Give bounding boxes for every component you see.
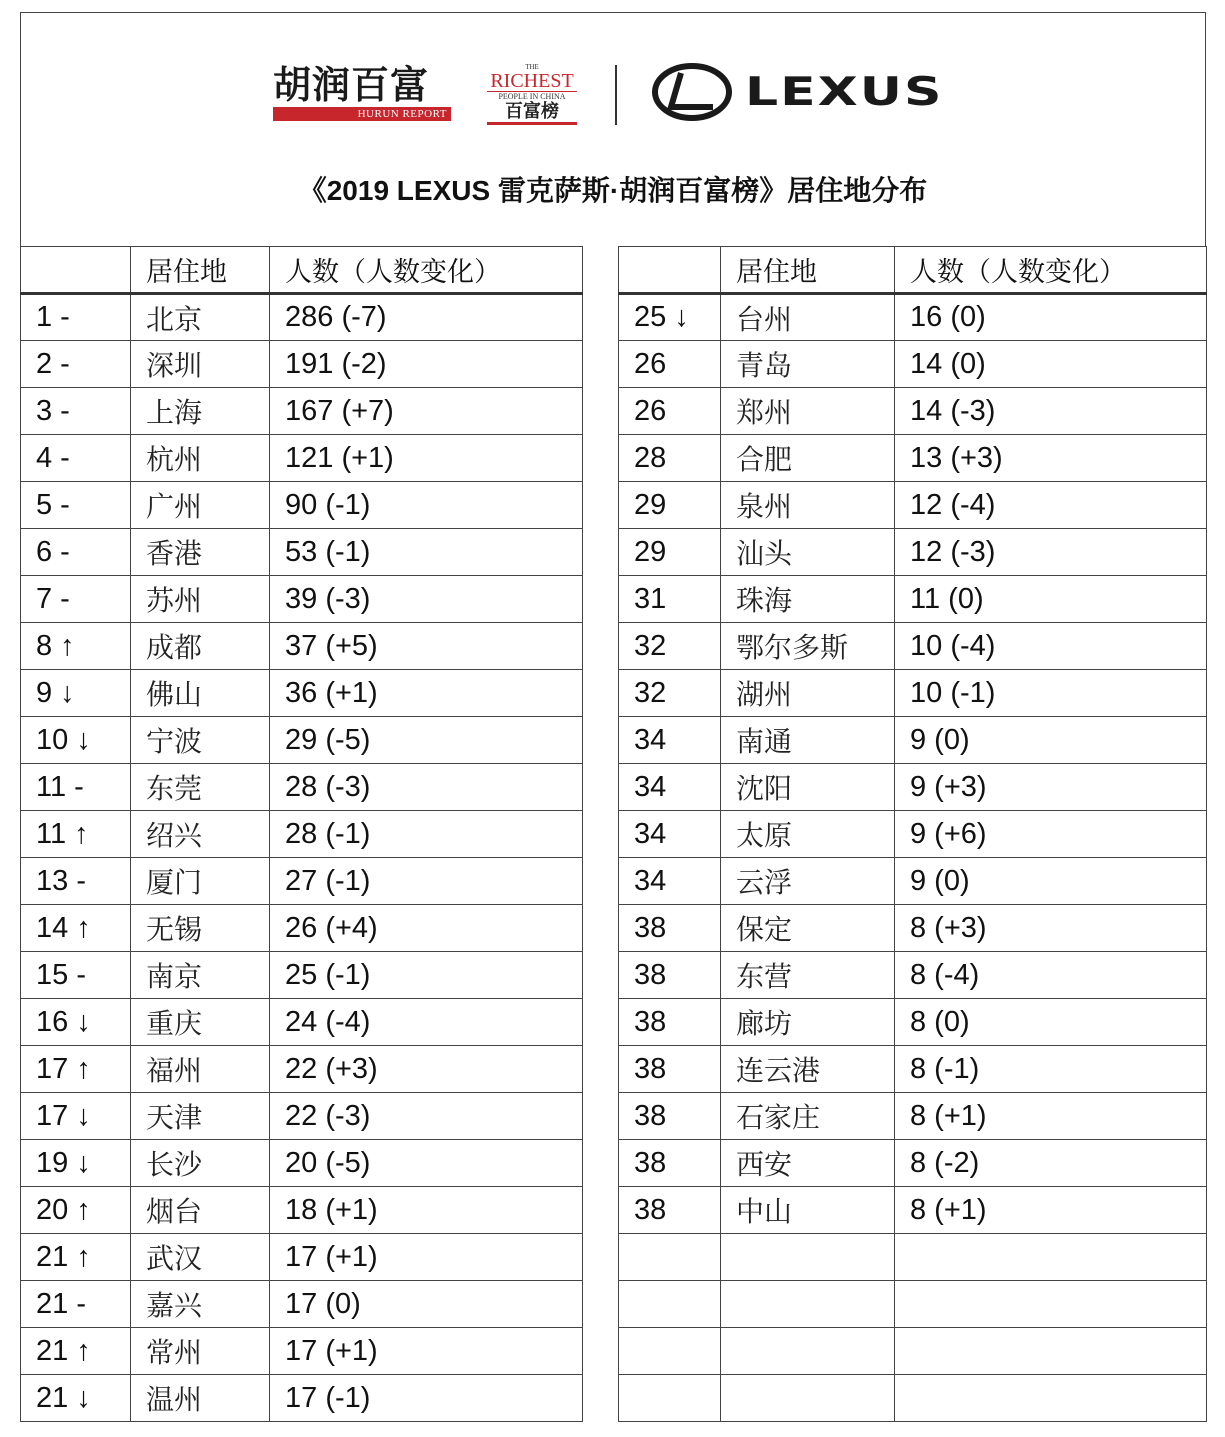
count-cell: 9 (0) bbox=[895, 858, 1207, 905]
city-cell: 连云港 bbox=[721, 1046, 895, 1093]
table-row bbox=[21, 1187, 583, 1234]
rank-cell: 15 - bbox=[21, 952, 131, 999]
count-cell: 9 (+6) bbox=[895, 811, 1207, 858]
count-cell: 90 (-1) bbox=[270, 482, 583, 529]
residence-table-right bbox=[618, 246, 1207, 1422]
city-cell: 佛山 bbox=[131, 670, 270, 717]
count-cell bbox=[895, 1375, 1207, 1422]
count-cell: 17 (0) bbox=[270, 1281, 583, 1328]
count-cell: 8 (-1) bbox=[895, 1046, 1207, 1093]
residence-table-left-body bbox=[21, 247, 583, 1422]
count-cell: 37 (+5) bbox=[270, 623, 583, 670]
city-cell: 绍兴 bbox=[131, 811, 270, 858]
rank-cell: 28 bbox=[619, 435, 721, 482]
count-cell: 16 (0) bbox=[895, 294, 1207, 341]
count-cell: 191 (-2) bbox=[270, 341, 583, 388]
city-cell: 深圳 bbox=[131, 341, 270, 388]
count-cell: 12 (-4) bbox=[895, 482, 1207, 529]
richest-logo-the: THE bbox=[525, 63, 539, 71]
rank-cell: 16 ↓ bbox=[21, 999, 131, 1046]
lexus-logo bbox=[651, 61, 943, 123]
city-cell: 嘉兴 bbox=[131, 1281, 270, 1328]
table-header-row bbox=[619, 247, 1207, 294]
city-cell bbox=[721, 1234, 895, 1281]
document-title: 《2019 LEXUS 雷克萨斯·胡润百富榜》居住地分布 bbox=[298, 175, 928, 206]
rank-cell bbox=[619, 1234, 721, 1281]
city-cell: 汕头 bbox=[721, 529, 895, 576]
rank-cell: 26 bbox=[619, 388, 721, 435]
rank-cell: 34 bbox=[619, 811, 721, 858]
count-cell: 18 (+1) bbox=[270, 1187, 583, 1234]
table-row bbox=[21, 1328, 583, 1375]
city-cell: 台州 bbox=[721, 294, 895, 341]
rank-cell: 34 bbox=[619, 764, 721, 811]
count-cell: 8 (+1) bbox=[895, 1093, 1207, 1140]
header-rank bbox=[619, 247, 721, 294]
count-cell: 29 (-5) bbox=[270, 717, 583, 764]
city-cell: 重庆 bbox=[131, 999, 270, 1046]
count-cell: 13 (+3) bbox=[895, 435, 1207, 482]
city-cell: 常州 bbox=[131, 1328, 270, 1375]
city-cell: 郑州 bbox=[721, 388, 895, 435]
table-row bbox=[21, 717, 583, 764]
table-row bbox=[21, 1046, 583, 1093]
count-cell: 11 (0) bbox=[895, 576, 1207, 623]
rank-cell: 21 ↑ bbox=[21, 1328, 131, 1375]
rank-cell: 38 bbox=[619, 1046, 721, 1093]
richest-logo bbox=[487, 63, 577, 125]
city-cell: 成都 bbox=[131, 623, 270, 670]
table-row bbox=[619, 670, 1207, 717]
city-cell: 南通 bbox=[721, 717, 895, 764]
city-cell: 苏州 bbox=[131, 576, 270, 623]
table-row bbox=[619, 1140, 1207, 1187]
richest-logo-chinese: 百富榜 bbox=[487, 102, 577, 125]
rank-cell bbox=[619, 1328, 721, 1375]
table-row bbox=[21, 764, 583, 811]
count-cell: 39 (-3) bbox=[270, 576, 583, 623]
rank-cell: 32 bbox=[619, 670, 721, 717]
table-row bbox=[619, 482, 1207, 529]
table-row bbox=[619, 717, 1207, 764]
count-cell: 8 (+3) bbox=[895, 905, 1207, 952]
rank-cell: 13 - bbox=[21, 858, 131, 905]
table-row bbox=[619, 999, 1207, 1046]
table-row bbox=[21, 482, 583, 529]
rank-cell: 29 bbox=[619, 529, 721, 576]
table-row bbox=[619, 388, 1207, 435]
count-cell: 167 (+7) bbox=[270, 388, 583, 435]
count-cell: 36 (+1) bbox=[270, 670, 583, 717]
city-cell: 合肥 bbox=[721, 435, 895, 482]
rank-cell: 38 bbox=[619, 952, 721, 999]
count-cell: 10 (-4) bbox=[895, 623, 1207, 670]
rank-cell: 21 - bbox=[21, 1281, 131, 1328]
city-cell: 中山 bbox=[721, 1187, 895, 1234]
rank-cell: 34 bbox=[619, 717, 721, 764]
table-row bbox=[21, 1281, 583, 1328]
rank-cell bbox=[619, 1281, 721, 1328]
count-cell: 24 (-4) bbox=[270, 999, 583, 1046]
table-row bbox=[21, 341, 583, 388]
header-count: 人数（人数变化） bbox=[895, 247, 1207, 294]
rank-cell: 14 ↑ bbox=[21, 905, 131, 952]
city-cell bbox=[721, 1328, 895, 1375]
table-row bbox=[21, 1093, 583, 1140]
lexus-wordmark: LEXUS bbox=[745, 69, 944, 115]
table-row bbox=[21, 1234, 583, 1281]
table-row bbox=[21, 952, 583, 999]
table-header-row bbox=[21, 247, 583, 294]
table-row bbox=[21, 435, 583, 482]
city-cell: 长沙 bbox=[131, 1140, 270, 1187]
header-city: 居住地 bbox=[721, 247, 895, 294]
city-cell: 西安 bbox=[721, 1140, 895, 1187]
rank-cell: 21 ↑ bbox=[21, 1234, 131, 1281]
rank-cell: 32 bbox=[619, 623, 721, 670]
count-cell: 286 (-7) bbox=[270, 294, 583, 341]
count-cell: 22 (+3) bbox=[270, 1046, 583, 1093]
table-row bbox=[619, 764, 1207, 811]
city-cell: 青岛 bbox=[721, 341, 895, 388]
count-cell: 10 (-1) bbox=[895, 670, 1207, 717]
table-row bbox=[619, 294, 1207, 341]
city-cell: 太原 bbox=[721, 811, 895, 858]
hurun-logo-english: HURUN REPORT bbox=[273, 107, 451, 121]
rank-cell: 11 - bbox=[21, 764, 131, 811]
rank-cell: 1 - bbox=[21, 294, 131, 341]
logo-divider bbox=[615, 65, 617, 125]
table-row bbox=[619, 1375, 1207, 1422]
count-cell: 14 (-3) bbox=[895, 388, 1207, 435]
table-row bbox=[21, 999, 583, 1046]
count-cell bbox=[895, 1328, 1207, 1375]
count-cell: 8 (+1) bbox=[895, 1187, 1207, 1234]
count-cell: 121 (+1) bbox=[270, 435, 583, 482]
rank-cell: 38 bbox=[619, 1140, 721, 1187]
city-cell bbox=[721, 1281, 895, 1328]
city-cell: 保定 bbox=[721, 905, 895, 952]
rank-cell: 2 - bbox=[21, 341, 131, 388]
city-cell: 武汉 bbox=[131, 1234, 270, 1281]
header-city: 居住地 bbox=[131, 247, 270, 294]
city-cell: 宁波 bbox=[131, 717, 270, 764]
count-cell: 14 (0) bbox=[895, 341, 1207, 388]
hurun-logo-chinese: 胡润百富 bbox=[273, 62, 430, 107]
rank-cell: 11 ↑ bbox=[21, 811, 131, 858]
count-cell: 27 (-1) bbox=[270, 858, 583, 905]
rank-cell: 9 ↓ bbox=[21, 670, 131, 717]
table-row bbox=[619, 1093, 1207, 1140]
city-cell: 厦门 bbox=[131, 858, 270, 905]
rank-cell: 8 ↑ bbox=[21, 623, 131, 670]
table-row bbox=[619, 1187, 1207, 1234]
count-cell: 26 (+4) bbox=[270, 905, 583, 952]
count-cell: 8 (-4) bbox=[895, 952, 1207, 999]
table-row bbox=[21, 294, 583, 341]
city-cell: 温州 bbox=[131, 1375, 270, 1422]
table-row bbox=[21, 1140, 583, 1187]
rank-cell: 38 bbox=[619, 999, 721, 1046]
table-row bbox=[619, 529, 1207, 576]
city-cell: 东莞 bbox=[131, 764, 270, 811]
count-cell: 12 (-3) bbox=[895, 529, 1207, 576]
city-cell: 珠海 bbox=[721, 576, 895, 623]
count-cell bbox=[895, 1234, 1207, 1281]
count-cell bbox=[895, 1281, 1207, 1328]
rank-cell: 20 ↑ bbox=[21, 1187, 131, 1234]
city-cell: 烟台 bbox=[131, 1187, 270, 1234]
rank-cell: 19 ↓ bbox=[21, 1140, 131, 1187]
city-cell: 云浮 bbox=[721, 858, 895, 905]
lexus-emblem-icon bbox=[651, 61, 733, 123]
rank-cell: 38 bbox=[619, 1187, 721, 1234]
rank-cell: 25 ↓ bbox=[619, 294, 721, 341]
count-cell: 9 (+3) bbox=[895, 764, 1207, 811]
rank-cell: 38 bbox=[619, 1093, 721, 1140]
count-cell: 22 (-3) bbox=[270, 1093, 583, 1140]
table-row bbox=[619, 1046, 1207, 1093]
richest-logo-word: RICHEST bbox=[490, 70, 574, 92]
residence-table-right-body bbox=[619, 247, 1207, 1422]
city-cell: 北京 bbox=[131, 294, 270, 341]
city-cell: 南京 bbox=[131, 952, 270, 999]
table-row bbox=[619, 1328, 1207, 1375]
logo-bar bbox=[21, 53, 1205, 143]
count-cell: 28 (-3) bbox=[270, 764, 583, 811]
rank-cell: 3 - bbox=[21, 388, 131, 435]
rank-cell: 38 bbox=[619, 905, 721, 952]
count-cell: 8 (-2) bbox=[895, 1140, 1207, 1187]
table-row bbox=[619, 952, 1207, 999]
city-cell bbox=[721, 1375, 895, 1422]
table-row bbox=[21, 1375, 583, 1422]
count-cell: 20 (-5) bbox=[270, 1140, 583, 1187]
table-row bbox=[619, 905, 1207, 952]
count-cell: 17 (-1) bbox=[270, 1375, 583, 1422]
rank-cell: 21 ↓ bbox=[21, 1375, 131, 1422]
table-row bbox=[619, 1234, 1207, 1281]
hurun-logo bbox=[273, 63, 451, 121]
table-row bbox=[21, 623, 583, 670]
table-row bbox=[21, 388, 583, 435]
richest-logo-subtitle: PEOPLE IN CHINA bbox=[487, 91, 577, 102]
count-cell: 53 (-1) bbox=[270, 529, 583, 576]
city-cell: 杭州 bbox=[131, 435, 270, 482]
rank-cell bbox=[619, 1375, 721, 1422]
table-row bbox=[619, 858, 1207, 905]
rank-cell: 17 ↓ bbox=[21, 1093, 131, 1140]
table-row bbox=[21, 576, 583, 623]
rank-cell: 26 bbox=[619, 341, 721, 388]
header-rank bbox=[21, 247, 131, 294]
rank-cell: 29 bbox=[619, 482, 721, 529]
city-cell: 湖州 bbox=[721, 670, 895, 717]
rank-cell: 31 bbox=[619, 576, 721, 623]
header-count: 人数（人数变化） bbox=[270, 247, 583, 294]
city-cell: 沈阳 bbox=[721, 764, 895, 811]
city-cell: 廊坊 bbox=[721, 999, 895, 1046]
rank-cell: 4 - bbox=[21, 435, 131, 482]
table-row bbox=[619, 435, 1207, 482]
table-row bbox=[619, 1281, 1207, 1328]
city-cell: 鄂尔多斯 bbox=[721, 623, 895, 670]
count-cell: 28 (-1) bbox=[270, 811, 583, 858]
rank-cell: 10 ↓ bbox=[21, 717, 131, 764]
city-cell: 天津 bbox=[131, 1093, 270, 1140]
rank-cell: 6 - bbox=[21, 529, 131, 576]
count-cell: 8 (0) bbox=[895, 999, 1207, 1046]
city-cell: 东营 bbox=[721, 952, 895, 999]
city-cell: 福州 bbox=[131, 1046, 270, 1093]
document-header bbox=[20, 12, 1206, 246]
city-cell: 香港 bbox=[131, 529, 270, 576]
table-row bbox=[21, 811, 583, 858]
count-cell: 17 (+1) bbox=[270, 1328, 583, 1375]
residence-table-left bbox=[20, 246, 583, 1422]
rank-cell: 5 - bbox=[21, 482, 131, 529]
table-row bbox=[21, 858, 583, 905]
table-row bbox=[619, 623, 1207, 670]
city-cell: 石家庄 bbox=[721, 1093, 895, 1140]
city-cell: 广州 bbox=[131, 482, 270, 529]
count-cell: 25 (-1) bbox=[270, 952, 583, 999]
count-cell: 9 (0) bbox=[895, 717, 1207, 764]
table-row bbox=[619, 341, 1207, 388]
table-row bbox=[21, 905, 583, 952]
table-row bbox=[21, 529, 583, 576]
table-row bbox=[619, 576, 1207, 623]
city-cell: 泉州 bbox=[721, 482, 895, 529]
rank-cell: 17 ↑ bbox=[21, 1046, 131, 1093]
city-cell: 无锡 bbox=[131, 905, 270, 952]
table-row bbox=[21, 670, 583, 717]
city-cell: 上海 bbox=[131, 388, 270, 435]
rank-cell: 34 bbox=[619, 858, 721, 905]
count-cell: 17 (+1) bbox=[270, 1234, 583, 1281]
table-row bbox=[619, 811, 1207, 858]
rank-cell: 7 - bbox=[21, 576, 131, 623]
